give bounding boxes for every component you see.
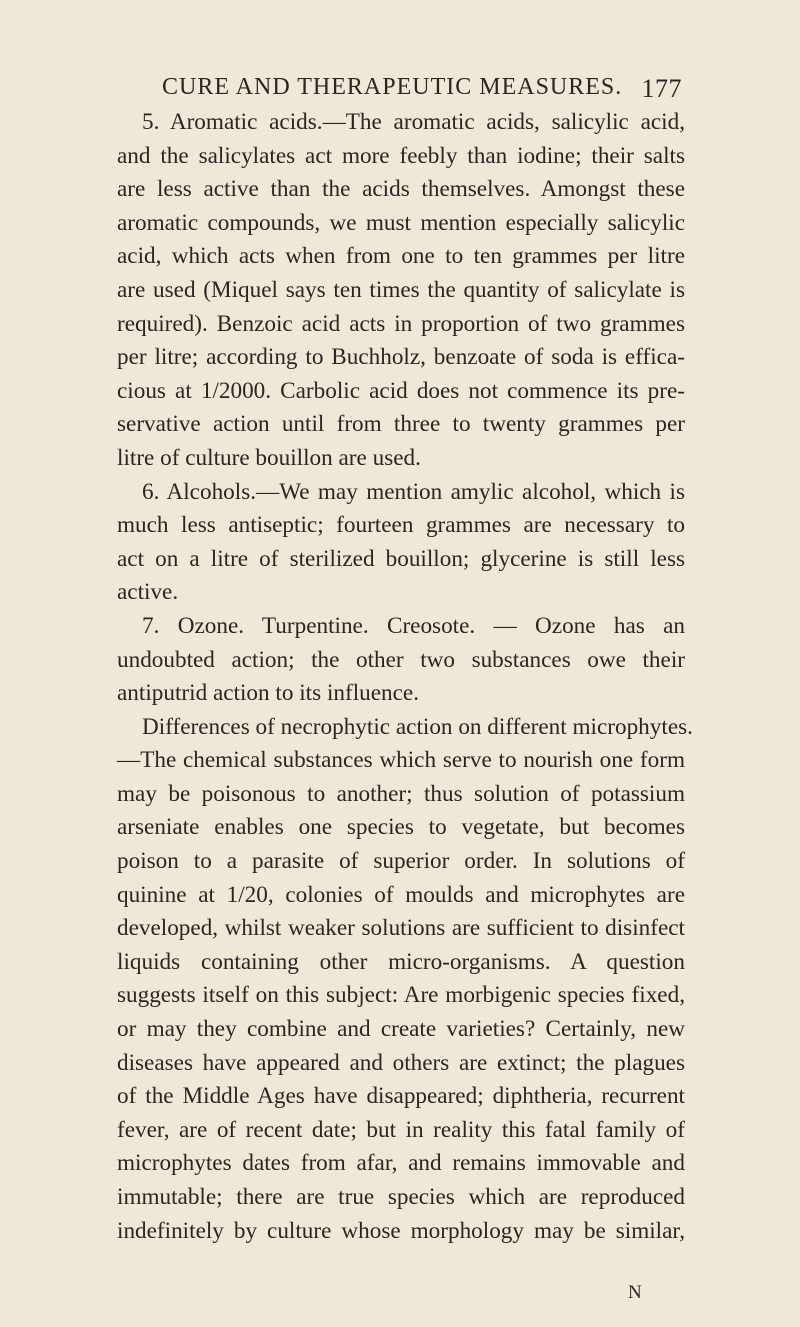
text-line: of the Middle Ages have disappeared; diphtheria, recurrent: [117, 1083, 685, 1110]
text-line: 5. Aromatic acids.—The aromatic acids, salicylic acid,: [142, 109, 685, 135]
text-line: cious at 1/2000. Carbolic acid does not commence its pre-: [117, 377, 685, 404]
text-line: liquids containing other micro-organisms. A question: [117, 948, 685, 975]
text-line: arseniate enables one species to vegetate, but becomes: [117, 814, 685, 841]
text-line: —The chemical substances which serve to nourish one form: [117, 747, 685, 774]
text-line: active.: [117, 579, 179, 606]
text-line: 6. Alcohols.—We may mention amylic alcohol, which is: [142, 478, 685, 505]
page-number: 177: [641, 74, 682, 103]
text-line: immutable; there are true species which are reproduced: [117, 1184, 685, 1210]
text-line: litre of culture bouillon are used.: [117, 444, 421, 471]
body-text: [117, 106, 693, 1248]
text-line: suggests itself on this subject: Are morbigenic species fixed,: [117, 982, 685, 1009]
paragraph-differences: [117, 711, 693, 1249]
text-line: aromatic compounds, we must mention especially salicylic: [117, 209, 685, 236]
text-line: diseases have appeared and others are extinct; the plagues: [117, 1049, 685, 1076]
text-line: acid, which acts when from one to ten grammes per litre: [117, 243, 685, 270]
paragraph-ozone: [117, 610, 685, 711]
text-line: required). Benzoic acid acts in proportion of two grammes: [117, 310, 685, 337]
text-line: microphytes dates from afar, and remains immovable and: [117, 1150, 685, 1177]
text-line: quinine at 1/20, colonies of moulds and microphytes are: [117, 881, 685, 908]
text-line: 7. Ozone. Turpentine. Creosote. — Ozone has an: [142, 612, 685, 639]
text-line: much less antiseptic; fourteen grammes are necessary to: [117, 512, 685, 539]
text-line: undoubted action; the other two substances owe their: [117, 646, 685, 673]
text-line: act on a litre of sterilized bouillon; glycerine is still less: [117, 545, 685, 572]
text-line: and the salicylates act more feebly than iodine; their salts: [117, 142, 685, 169]
text-line: Differences of necrophytic action on different microphytes.: [142, 713, 693, 740]
text-line: fever, are of recent date; but in reality this fatal family of: [117, 1116, 685, 1143]
running-title: CURE AND THERAPEUTIC MEASURES.: [162, 74, 623, 100]
text-line: developed, whilst weaker solutions are sufficient to disinfect: [117, 915, 685, 942]
text-line: servative action until from three to twenty grammes per: [117, 411, 685, 438]
text-line: are used (Miquel says ten times the quantity of salicylate is: [117, 276, 685, 303]
text-line: or may they combine and create varieties? Certainly, new: [117, 1016, 685, 1043]
text-line: poison to a parasite of superior order. In solutions of: [117, 848, 685, 875]
text-line: indefinitely by culture whose morphology may be similar,: [117, 1217, 685, 1244]
paragraph-aromatic-acids: [117, 106, 685, 476]
paragraph-alcohols: [117, 476, 685, 610]
signature-mark: N: [628, 1282, 642, 1303]
text-line: are less active than the acids themselves. Amongst these: [117, 176, 685, 203]
text-line: per litre; according to Buchholz, benzoate of soda is effica-: [117, 344, 685, 371]
text-line: antiputrid action to its influence.: [117, 680, 420, 707]
text-line: may be poisonous to another; thus solution of potassium: [117, 780, 685, 807]
